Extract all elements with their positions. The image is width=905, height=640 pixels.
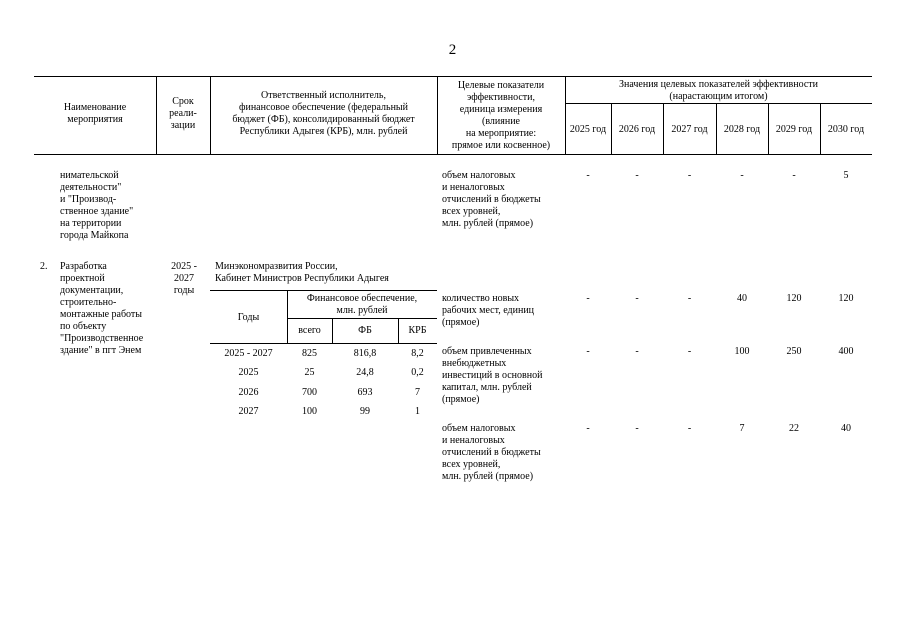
row-term: 2025 - 2027 годы xyxy=(171,261,197,296)
page-number: 2 xyxy=(448,42,457,58)
finance-header-fb: ФБ xyxy=(358,325,372,336)
finance-year: 2027 xyxy=(238,406,259,417)
indicator-value: - xyxy=(687,293,692,304)
finance-krb: 8,2 xyxy=(411,348,424,359)
header-values: Значения целевых показателей эффективности (нарастающим итогом) xyxy=(618,79,819,102)
continued-row-name: нимательской деятельности" и "Производ- ственное здание" на территории города Майкопа xyxy=(60,170,134,241)
finance-total: 825 xyxy=(302,348,317,359)
finance-header-years: Годы xyxy=(237,312,260,323)
finance-krb: 7 xyxy=(415,387,420,398)
header-year: 2030 год xyxy=(827,124,865,135)
finance-year: 2026 xyxy=(238,387,259,398)
row-number: 2. xyxy=(40,261,48,272)
indicator-value: - xyxy=(687,423,692,434)
indicator-value: - xyxy=(740,170,744,181)
indicator-value: - xyxy=(635,423,639,434)
indicator-value: 40 xyxy=(737,293,747,304)
indicator-value: 22 xyxy=(789,423,799,434)
finance-total: 100 xyxy=(302,406,317,417)
finance-year: 2025 - 2027 xyxy=(224,348,273,359)
header-year: 2029 год xyxy=(775,124,813,135)
finance-header-total: всего xyxy=(298,325,321,336)
finance-fb: 24,8 xyxy=(356,367,374,378)
indicator-value: - xyxy=(635,346,639,357)
header-name: Наименование мероприятия xyxy=(63,102,127,125)
indicator-value: - xyxy=(687,346,692,357)
indicator-value: 7 xyxy=(739,423,745,434)
indicator-value: - xyxy=(586,293,590,304)
finance-table-top xyxy=(210,290,437,291)
finance-fb: 99 xyxy=(360,406,370,417)
header-year: 2026 год xyxy=(618,124,656,135)
indicator-value: 120 xyxy=(838,293,854,304)
finance-header-bottom xyxy=(210,343,437,344)
finance-year: 2025 xyxy=(238,367,259,378)
header-indicators: Целевые показатели эффективности, единица измерения (влияние на мероприятие: прямое или косвенное) xyxy=(451,80,551,151)
indicator-text: объем налоговых и неналоговых отчислений в бюджеты всех уровней, млн. рублей (прямое) xyxy=(442,423,541,482)
header-term: Срок реали- зации xyxy=(169,96,197,131)
header-responsible: Ответственный исполнитель, финансовое обеспечение (федеральный бюджет (ФБ), консолидированный бюджет Республики Адыгея (КРБ), млн. рублей xyxy=(232,90,415,137)
indicator-value: - xyxy=(687,170,692,181)
indicator-value: 40 xyxy=(841,423,851,434)
finance-total: 700 xyxy=(302,387,317,398)
row-responsible: Минэкономразвития России, Кабинет Министров Республики Адыгея xyxy=(215,261,389,284)
header-bottom-border xyxy=(34,154,872,155)
header-year: 2025 год xyxy=(569,124,607,135)
indicator-text: объем привлеченных внебюджетных инвестиций в основной капитал, млн. рублей (прямое) xyxy=(442,346,543,405)
indicator-value: - xyxy=(586,423,590,434)
indicator-value: - xyxy=(635,170,639,181)
indicator-text: количество новых рабочих мест, единиц (прямое) xyxy=(442,293,535,328)
indicator-value: 5 xyxy=(843,170,849,181)
continued-row-indicator: объем налоговых и неналоговых отчислений в бюджеты всех уровней, млн. рублей (прямое) xyxy=(442,170,541,229)
finance-total: 25 xyxy=(304,367,315,378)
row-name: Разработка проектной документации, строительно- монтажные работы по объекту "Производственное здание" в пгт Энем xyxy=(60,261,144,356)
indicator-value: - xyxy=(792,170,796,181)
indicator-value: 120 xyxy=(786,293,802,304)
header-top-border xyxy=(34,76,872,77)
indicator-value: - xyxy=(635,293,639,304)
indicator-value: - xyxy=(586,170,590,181)
finance-krb: 0,2 xyxy=(411,367,424,378)
finance-fb: 693 xyxy=(357,387,373,398)
indicator-value: 250 xyxy=(786,346,802,357)
indicator-value: 100 xyxy=(734,346,750,357)
indicator-value: - xyxy=(586,346,590,357)
finance-header-krb: КРБ xyxy=(408,325,427,336)
finance-fb: 816,8 xyxy=(353,348,377,359)
finance-krb: 1 xyxy=(415,406,420,417)
indicator-value: 400 xyxy=(838,346,854,357)
header-year: 2027 год xyxy=(671,124,708,135)
finance-header-group: Финансовое обеспечение, млн. рублей xyxy=(306,293,418,316)
finance-subheader-border xyxy=(287,318,437,319)
header-year: 2028 год xyxy=(723,124,761,135)
